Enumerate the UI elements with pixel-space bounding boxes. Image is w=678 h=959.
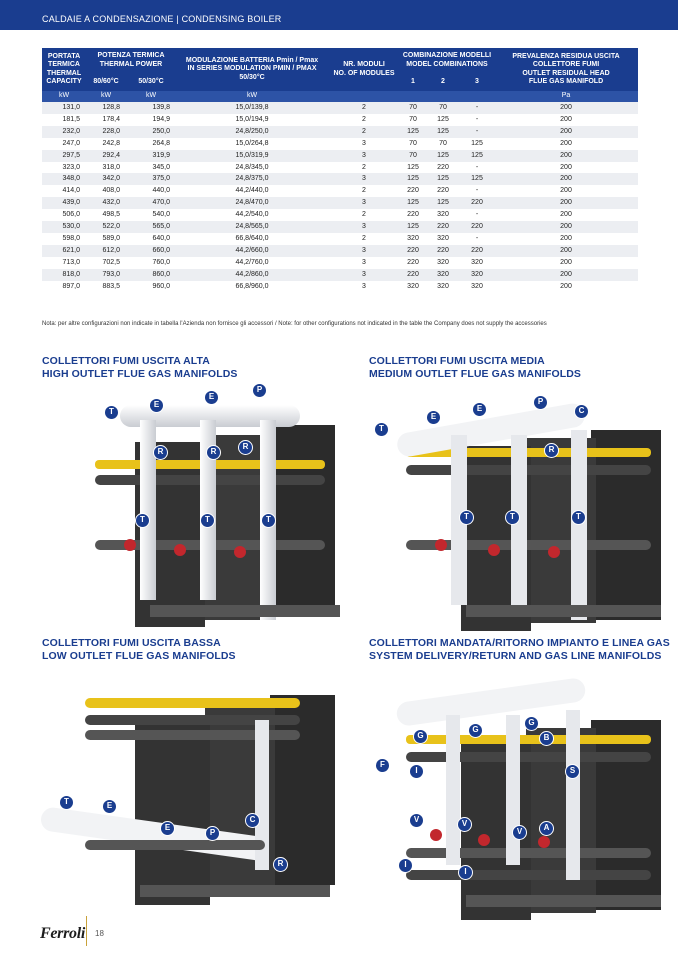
- table-row: [42, 257, 638, 269]
- label-badge: G: [413, 729, 428, 744]
- table-cell: 70: [426, 102, 460, 114]
- table-cell: 15,0/194,9: [176, 114, 328, 126]
- table-cell: 24,8/250,0: [176, 126, 328, 138]
- table-cell: 702,5: [86, 257, 126, 269]
- table-cell: 200: [494, 185, 638, 197]
- label-badge: E: [160, 821, 175, 836]
- table-cell: 66,8/960,0: [176, 281, 328, 293]
- table-cell: 200: [494, 281, 638, 293]
- table-cell: 200: [494, 257, 638, 269]
- table-cell: 320: [426, 209, 460, 221]
- header-combination-3: 3: [460, 73, 494, 91]
- table-cell: 220: [400, 269, 426, 281]
- table-row: [42, 281, 638, 293]
- table-cell: 540,0: [126, 209, 176, 221]
- table-cell: 15,0/139,8: [176, 102, 328, 114]
- table-cell: 3: [328, 245, 400, 257]
- table-cell: 2: [328, 114, 400, 126]
- unit-cell: kW: [176, 91, 328, 102]
- unit-cell: Pa: [494, 91, 638, 102]
- unit-cell: [460, 91, 494, 102]
- table-row: [42, 185, 638, 197]
- table-cell: 323,0: [42, 162, 86, 174]
- table-cell: 2: [328, 233, 400, 245]
- header-residual-head: PREVALENZA RESIDUA USCITA COLLETTORE FUMI OUTLET RESIDUAL HEAD FLUE GAS MANIFOLD: [494, 48, 638, 91]
- unit-cell: [400, 91, 426, 102]
- header-capacity: PORTATA TERMICA THERMAL CAPACITY: [42, 48, 86, 91]
- table-cell: -: [460, 162, 494, 174]
- table-cell: 44,2/660,0: [176, 245, 328, 257]
- table-cell: 320: [460, 257, 494, 269]
- label-badge: R: [273, 857, 288, 872]
- table-cell: 264,8: [126, 138, 176, 150]
- label-badge: T: [505, 510, 520, 525]
- label-badge: C: [574, 404, 589, 419]
- table-cell: 250,0: [126, 126, 176, 138]
- table-cell: 220: [460, 245, 494, 257]
- table-cell: 125: [426, 173, 460, 185]
- table-cell: 220: [426, 245, 460, 257]
- table-cell: 621,0: [42, 245, 86, 257]
- specs-table: [42, 48, 638, 293]
- table-row: [42, 221, 638, 233]
- table-cell: 220: [400, 185, 426, 197]
- label-badge: I: [398, 858, 413, 873]
- table-cell: 200: [494, 126, 638, 138]
- table-cell: 70: [426, 138, 460, 150]
- table-cell: 860,0: [126, 269, 176, 281]
- table-cell: 3: [328, 173, 400, 185]
- table-cell: 44,2/760,0: [176, 257, 328, 269]
- table-cell: 3: [328, 150, 400, 162]
- table-cell: 125: [460, 150, 494, 162]
- table-cell: 125: [426, 197, 460, 209]
- header-modules: NR. MODULI NO. OF MODULES: [328, 48, 400, 91]
- table-row: [42, 233, 638, 245]
- table-cell: 2: [328, 102, 400, 114]
- section-title-system: COLLETTORI MANDATA/RITORNO IMPIANTO E LINEA GAS SYSTEM DELIVERY/RETURN AND GAS LINE MANIFOLDS: [369, 637, 670, 662]
- illustration-medium-outlet: [366, 380, 666, 640]
- table-cell: 2: [328, 209, 400, 221]
- label-badge: T: [261, 513, 276, 528]
- table-cell: 228,0: [86, 126, 126, 138]
- label-badge: P: [205, 826, 220, 841]
- label-badge: R: [206, 445, 221, 460]
- table-cell: 200: [494, 233, 638, 245]
- table-cell: 125: [400, 221, 426, 233]
- table-cell: 24,8/565,0: [176, 221, 328, 233]
- table-cell: 2: [328, 185, 400, 197]
- page-number: 18: [95, 929, 104, 938]
- label-badge: T: [59, 795, 74, 810]
- unit-cell: kW: [126, 91, 176, 102]
- units-row: [42, 91, 638, 102]
- table-row: [42, 138, 638, 150]
- table-cell: 125: [400, 197, 426, 209]
- table-cell: -: [460, 114, 494, 126]
- table-cell: 220: [426, 162, 460, 174]
- table-cell: 70: [400, 150, 426, 162]
- table-cell: 200: [494, 150, 638, 162]
- table-cell: 200: [494, 197, 638, 209]
- table-cell: 2: [328, 162, 400, 174]
- table-cell: 439,0: [42, 197, 86, 209]
- illustration-system-manifolds: [366, 660, 666, 920]
- table-cell: 70: [400, 114, 426, 126]
- label-badge: E: [472, 402, 487, 417]
- table-cell: 139,8: [126, 102, 176, 114]
- label-badge: R: [544, 443, 559, 458]
- table-cell: 200: [494, 102, 638, 114]
- header-section-title: CALDAIE A CONDENSAZIONE | CONDENSING BOILER: [42, 14, 282, 24]
- label-badge: P: [533, 395, 548, 410]
- label-badge: E: [204, 390, 219, 405]
- table-cell: 598,0: [42, 233, 86, 245]
- label-badge: E: [426, 410, 441, 425]
- table-cell: 345,0: [126, 162, 176, 174]
- table-cell: 24,8/375,0: [176, 173, 328, 185]
- table-cell: 414,0: [42, 185, 86, 197]
- section-title-high: COLLETTORI FUMI USCITA ALTA HIGH OUTLET FLUE GAS MANIFOLDS: [42, 355, 238, 380]
- table-cell: 470,0: [126, 197, 176, 209]
- table-cell: 125: [460, 173, 494, 185]
- table-cell: 818,0: [42, 269, 86, 281]
- table-cell: 125: [400, 162, 426, 174]
- label-badge: F: [375, 758, 390, 773]
- table-cell: 3: [328, 197, 400, 209]
- table-cell: 220: [426, 221, 460, 233]
- table-cell: 320: [426, 233, 460, 245]
- boiler-bank-low-image: [40, 660, 340, 920]
- section-title-low: COLLETTORI FUMI USCITA BASSA LOW OUTLET FLUE GAS MANIFOLDS: [42, 637, 236, 662]
- label-badge: A: [539, 821, 554, 836]
- illustration-low-outlet: [40, 660, 340, 920]
- label-badge: E: [102, 799, 117, 814]
- table-cell: 498,5: [86, 209, 126, 221]
- table-cell: 15,0/264,8: [176, 138, 328, 150]
- table-cell: 320: [426, 269, 460, 281]
- table-cell: 320: [400, 233, 426, 245]
- table-cell: 530,0: [42, 221, 86, 233]
- header-power: POTENZA TERMICA THERMAL POWER: [86, 48, 176, 73]
- table-row: [42, 126, 638, 138]
- table-cell: 242,8: [86, 138, 126, 150]
- table-cell: -: [460, 185, 494, 197]
- label-badge: T: [459, 510, 474, 525]
- table-cell: 125: [460, 138, 494, 150]
- table-cell: 883,5: [86, 281, 126, 293]
- table-cell: 24,8/470,0: [176, 197, 328, 209]
- label-badge: P: [252, 383, 267, 398]
- table-cell: 15,0/319,9: [176, 150, 328, 162]
- header-power-50-30: 50/30°C: [126, 73, 176, 91]
- ferroli-logo: Ferroli: [40, 925, 86, 942]
- table-cell: 181,5: [42, 114, 86, 126]
- table-cell: 70: [400, 138, 426, 150]
- table-cell: 125: [426, 150, 460, 162]
- table-row: [42, 102, 638, 114]
- table-cell: 793,0: [86, 269, 126, 281]
- table-cell: 194,9: [126, 114, 176, 126]
- table-cell: 760,0: [126, 257, 176, 269]
- table-cell: 220: [426, 185, 460, 197]
- table-cell: 640,0: [126, 233, 176, 245]
- table-cell: 320: [426, 257, 460, 269]
- table-cell: 506,0: [42, 209, 86, 221]
- table-cell: 440,0: [126, 185, 176, 197]
- table-cell: 897,0: [42, 281, 86, 293]
- header-modulation: MODULAZIONE BATTERIA Pmin / Pmax IN SERIES MODULATION PMIN / PMAX 50/30°C: [176, 48, 328, 91]
- table-cell: 522,0: [86, 221, 126, 233]
- header-combination-1: 1: [400, 73, 426, 91]
- table-cell: 408,0: [86, 185, 126, 197]
- table-cell: 200: [494, 173, 638, 185]
- table-row: [42, 114, 638, 126]
- table-cell: 2: [328, 126, 400, 138]
- table-cell: 319,9: [126, 150, 176, 162]
- table-cell: 960,0: [126, 281, 176, 293]
- table-cell: 565,0: [126, 221, 176, 233]
- unit-cell: [426, 91, 460, 102]
- table-cell: 342,0: [86, 173, 126, 185]
- table-cell: -: [460, 209, 494, 221]
- table-cell: 220: [400, 257, 426, 269]
- unit-cell: kW: [42, 91, 86, 102]
- label-badge: T: [374, 422, 389, 437]
- table-cell: 125: [426, 114, 460, 126]
- label-badge: G: [468, 723, 483, 738]
- table-row: [42, 245, 638, 257]
- table-cell: 589,0: [86, 233, 126, 245]
- header-power-80-60: 80/60°C: [86, 73, 126, 91]
- label-badge: V: [512, 825, 527, 840]
- table-cell: 660,0: [126, 245, 176, 257]
- table-row: [42, 197, 638, 209]
- table-cell: 24,8/345,0: [176, 162, 328, 174]
- table-row: [42, 209, 638, 221]
- label-badge: T: [571, 510, 586, 525]
- table-cell: 320: [426, 281, 460, 293]
- table-row: [42, 269, 638, 281]
- section-title-medium: COLLETTORI FUMI USCITA MEDIA MEDIUM OUTLET FLUE GAS MANIFOLDS: [369, 355, 582, 380]
- table-cell: 318,0: [86, 162, 126, 174]
- label-badge: I: [409, 764, 424, 779]
- table-cell: 200: [494, 209, 638, 221]
- label-badge: G: [524, 716, 539, 731]
- table-cell: 44,2/440,0: [176, 185, 328, 197]
- table-cell: 375,0: [126, 173, 176, 185]
- table-cell: 220: [400, 209, 426, 221]
- unit-cell: kW: [86, 91, 126, 102]
- label-badge: B: [539, 731, 554, 746]
- table-cell: 232,0: [42, 126, 86, 138]
- table-cell: 70: [400, 102, 426, 114]
- specs-table-body: [42, 102, 638, 293]
- table-cell: 178,4: [86, 114, 126, 126]
- illustration-high-outlet: [40, 380, 340, 640]
- table-cell: 220: [460, 221, 494, 233]
- table-row: [42, 173, 638, 185]
- label-badge: I: [458, 865, 473, 880]
- header-combination-2: 2: [426, 73, 460, 91]
- table-cell: 200: [494, 162, 638, 174]
- table-cell: 297,5: [42, 150, 86, 162]
- label-badge: V: [457, 817, 472, 832]
- table-row: [42, 162, 638, 174]
- table-cell: 125: [400, 173, 426, 185]
- table-cell: 348,0: [42, 173, 86, 185]
- label-badge: V: [409, 813, 424, 828]
- table-cell: 200: [494, 245, 638, 257]
- table-cell: 320: [460, 269, 494, 281]
- header-combination: COMBINAZIONE MODELLI MODEL COMBINATIONS: [400, 48, 494, 73]
- table-cell: 128,8: [86, 102, 126, 114]
- table-cell: -: [460, 102, 494, 114]
- table-cell: 320: [460, 281, 494, 293]
- table-cell: 125: [426, 126, 460, 138]
- boiler-bank-high-image: [40, 380, 340, 640]
- label-badge: R: [153, 445, 168, 460]
- table-cell: 3: [328, 269, 400, 281]
- label-badge: T: [200, 513, 215, 528]
- table-cell: 200: [494, 138, 638, 150]
- label-badge: E: [149, 398, 164, 413]
- label-badge: T: [135, 513, 150, 528]
- table-cell: 200: [494, 221, 638, 233]
- table-cell: 320: [400, 281, 426, 293]
- table-cell: 125: [400, 126, 426, 138]
- table-note: Nota: per altre configurazioni non indicate in tabella l'Azienda non fornisce gli accessori / Note: for other configurations not indicated in the table the Company does not supply the accessories: [42, 321, 547, 327]
- table-cell: 713,0: [42, 257, 86, 269]
- label-badge: R: [238, 440, 253, 455]
- table-cell: 3: [328, 138, 400, 150]
- table-cell: 432,0: [86, 197, 126, 209]
- table-cell: 44,2/860,0: [176, 269, 328, 281]
- table-cell: 66,8/640,0: [176, 233, 328, 245]
- table-cell: -: [460, 233, 494, 245]
- table-cell: -: [460, 126, 494, 138]
- boiler-bank-system-image: [366, 660, 666, 920]
- table-cell: 200: [494, 114, 638, 126]
- unit-cell: [328, 91, 400, 102]
- header-band: [0, 0, 678, 30]
- label-badge: C: [245, 813, 260, 828]
- table-cell: 247,0: [42, 138, 86, 150]
- table-row: [42, 150, 638, 162]
- label-badge: S: [565, 764, 580, 779]
- table-cell: 131,0: [42, 102, 86, 114]
- table-cell: 612,0: [86, 245, 126, 257]
- table-cell: 3: [328, 221, 400, 233]
- table-cell: 3: [328, 257, 400, 269]
- table-cell: 200: [494, 269, 638, 281]
- table-cell: 292,4: [86, 150, 126, 162]
- table-cell: 3: [328, 281, 400, 293]
- table-cell: 44,2/540,0: [176, 209, 328, 221]
- table-cell: 220: [400, 245, 426, 257]
- table-cell: 220: [460, 197, 494, 209]
- label-badge: T: [104, 405, 119, 420]
- footer-divider: [86, 916, 87, 946]
